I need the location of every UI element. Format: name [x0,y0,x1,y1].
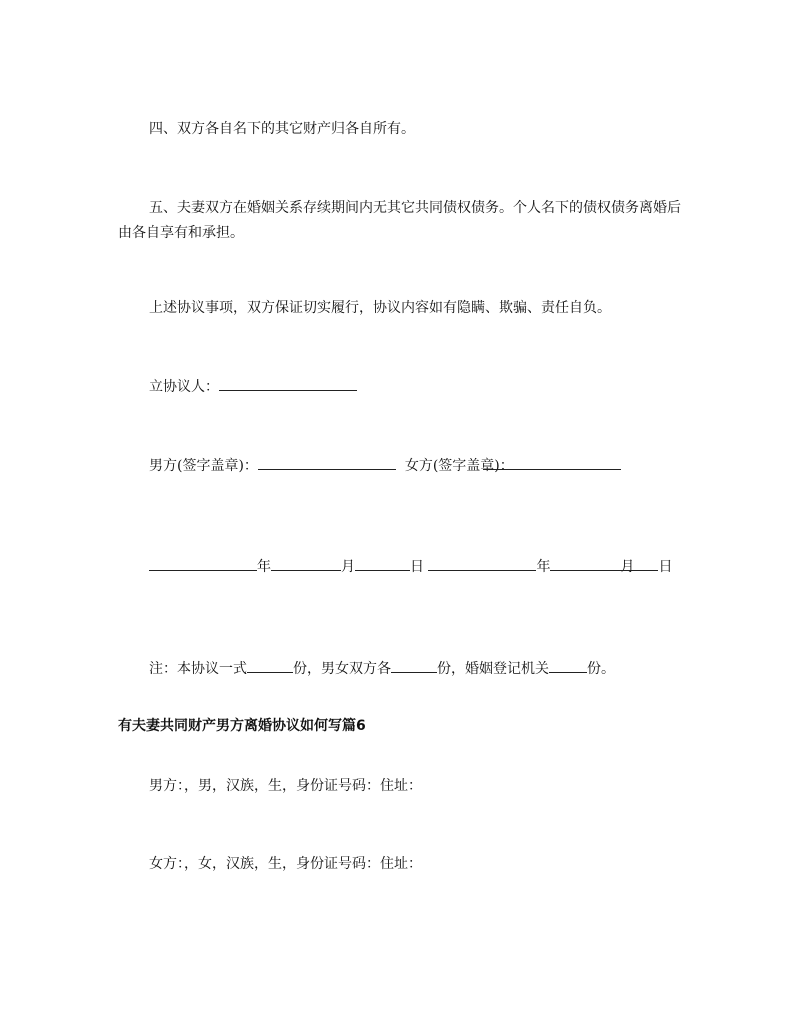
male-sign-label: 男方(签字盖章)： [149,458,258,474]
copies-office-blank [549,657,587,673]
year-label-2: 年 [536,559,551,575]
male-info: 男方：，男，汉族，生，身份证号码：住址： [149,778,422,794]
note-mid-1: 份，男女双方各 [293,661,391,677]
copies-total-blank [247,657,293,673]
signature-line [118,454,684,479]
copies-each-blank [391,657,437,673]
day-label-1: 日 [410,559,424,575]
male-sign-blank [258,454,396,470]
month-blank-1 [271,555,341,571]
section-heading: 有夫妻共同财产男方离婚协议如何写篇6 [118,718,366,734]
signer-blank [219,375,357,391]
female-sign-blank [483,454,621,470]
signer-line [118,375,684,400]
year-blank-1 [149,555,257,571]
female-sign-label: 女方(签字盖章)： [404,458,514,474]
date-line [118,555,684,580]
day-label-2: 日 [658,559,673,575]
day-blank-1 [355,555,410,571]
note-suffix: 份。 [587,661,615,677]
note-prefix: 注：本协议一式 [149,661,247,677]
year-label-1: 年 [257,559,271,575]
year-blank-2 [428,555,536,571]
note-line [118,657,684,682]
day-blank-2 [603,555,658,571]
note-mid-2: 份，婚姻登记机关 [437,661,549,677]
female-info: 女方：，女，汉族，生，身份证号码：住址： [149,856,422,872]
clause-four: 四、双方各自名下的其它财产归各自所有。 [149,121,415,137]
month-label-1: 月 [341,559,355,575]
signer-label: 立协议人： [149,379,219,395]
guarantee-paragraph: 上述协议事项，双方保证切实履行，协议内容如有隐瞒、欺骗、责任自负。 [149,300,611,316]
month-label-2: 月 [620,559,635,575]
clause-five: 五、夫妻双方在婚姻关系存续期间内无其它共同债权债务。个人名下的债权债务离婚后由各自享有和承担。 [118,200,681,241]
